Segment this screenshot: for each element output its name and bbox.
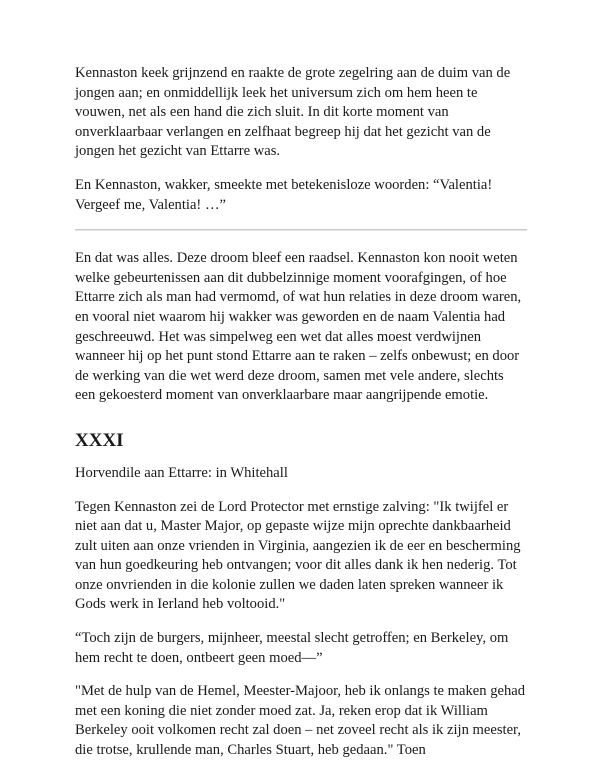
chapter-subtitle: Horvendile aan Ettarre: in Whitehall	[75, 464, 288, 481]
paragraph-dream-riddle: En dat was alles. Deze droom bleef een raadsel. Kennaston kon nooit weten welke gebeurtenissen aan dit dubbelzinnige moment voorafgingen, of hoe Ettarre zich als man had vermomd, of wat hun relaties in deze droom waren, en vooral niet waarom hij wakker was geworden en de naam Valentia had geschreeuwd. Het was simpelweg een wet dat alles moest verdwijnen wanneer hij op het punt stond Ettarre aan te raken – zelfs onbewust; en door de werking van die wet werd deze droom, samen met vele andere, slechts een gekoesterd moment van onverklaarbare maar aangrijpende emotie.	[75, 250, 522, 404]
section-divider	[75, 229, 527, 231]
paragraph-lord-protector: Tegen Kennaston zei de Lord Protector met ernstige zalving: "Ik twijfel er niet aan dat u, Master Major, op gepaste wijze mijn oprechte dankbaarheid zult uiten aan onze vrienden in Virginia, aangezien ik de eer en bescherming van hun goedkeuring heb ontvangen; voor dit alles dank ik hen nederig. Tot onze onvrienden in die kolonie zullen we daden laten spreken wanneer ik Gods werk in Ierland heb voltooid."	[75, 498, 521, 613]
paragraph-heaven-help: "Met de hulp van de Hemel, Meester-Majoor, heb ik onlangs te maken gehad met een koning die niet zonder moed zat. Ja, reken erop dat ik William Berkeley ooit volkomen recht zal doen – net zoveel recht als ik zijn meester, die trotse, krullende man, Charles Stuart, heb gedaan." Toen	[75, 683, 526, 759]
chapter-heading: XXXI	[75, 429, 124, 451]
paragraph-burgers: “Toch zijn de burgers, mijnheer, meestal slecht getroffen; en Berkeley, om hem recht te doen, ontbeert geen moed—”	[75, 630, 509, 666]
document-page	[75, 64, 527, 761]
paragraph-valentia-plea: En Kennaston, wakker, smeekte met betekenisloze woorden: “Valentia! Vergeef me, Valentia! …”	[75, 176, 493, 213]
paragraph-kennaston-ring: Kennaston keek grijnzend en raakte de grote zegelring aan de duim van de jongen aan; en onmiddellijk leek het universum zich om hem heen te vouwen, net als een hand die zich sluit. In dit korte moment van onverklaarbaar verlangen en zelfhaat begreep hij dat het gezicht van de jongen het gezicht van Ettarre was.	[75, 65, 511, 160]
